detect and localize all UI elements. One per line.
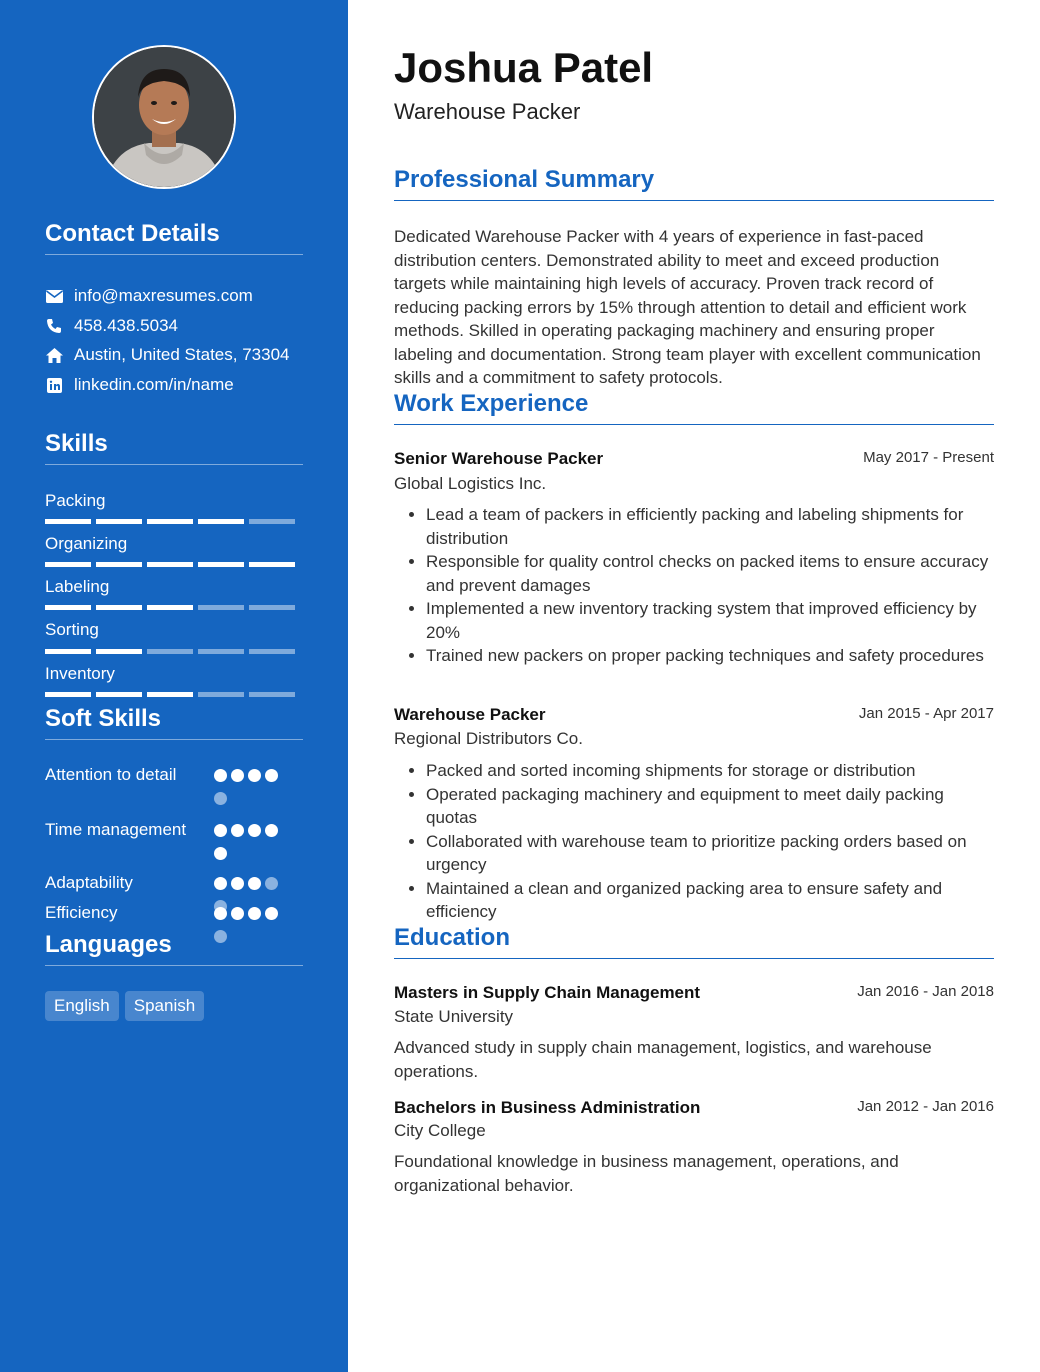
- skill-rating-bar: [45, 649, 295, 654]
- languages-list: [45, 991, 204, 1021]
- rating-dot: [265, 907, 278, 920]
- job-company: Regional Distributors Co.: [394, 729, 583, 748]
- job-company: Global Logistics Inc.: [394, 474, 547, 493]
- school-name: State University: [394, 1007, 514, 1026]
- skill-segment: [45, 649, 91, 654]
- rating-dot: [265, 824, 278, 837]
- skill-rating-bar: [45, 692, 295, 697]
- education-description: Foundational knowledge in business management, operations, and organizational behavior.: [394, 1152, 899, 1195]
- skill-segment: [96, 562, 142, 567]
- rating-dot: [214, 824, 227, 837]
- languages-heading: Languages: [45, 931, 303, 966]
- contact-location-text: Austin, United States, 73304: [74, 345, 290, 364]
- profile-photo: [94, 47, 234, 187]
- skill-rating-bar: [45, 519, 295, 524]
- job-bullets: [394, 503, 994, 668]
- summary-text: Dedicated Warehouse Packer with 4 years of experience in fast-paced distribution centers. Demonstrated ability to meet and exceed production targets while maintaining high levels of accuracy. Proven track record of reducing packing errors by 15% through attention to detail and efficient work methods. Skilled in operating packaging machinery and ensuring proper labeling and documentation. Strong team player with excellent communication skills and a commitment to safety protocols.: [394, 227, 981, 387]
- skill-segment: [198, 692, 244, 697]
- degree-title: Bachelors in Business Administration: [394, 1098, 701, 1117]
- skill-segment: [147, 649, 193, 654]
- skill-name: Labeling: [45, 577, 110, 596]
- envelope-icon: [45, 287, 63, 305]
- rating-dot: [248, 769, 261, 782]
- job-bullet: • Responsible for quality control checks on packed items to ensure accuracy and prevent damages: [426, 550, 994, 597]
- degree-title: Masters in Supply Chain Management: [394, 983, 701, 1002]
- contact-linkedin[interactable]: [45, 374, 234, 396]
- avatar: [92, 45, 236, 189]
- skill-segment: [249, 692, 295, 697]
- skill-segment: [147, 692, 193, 697]
- skill-segment: [198, 605, 244, 610]
- rating-dot: [248, 907, 261, 920]
- job-bullet: • Implemented a new inventory tracking system that improved efficiency by 20%: [426, 597, 994, 644]
- job-bullet: • Packed and sorted incoming shipments for storage or distribution: [426, 759, 994, 783]
- rating-dot: [248, 824, 261, 837]
- skill-segment: [249, 519, 295, 524]
- contact-linkedin-text: linkedin.com/in/name: [74, 375, 234, 394]
- job-bullet: • Lead a team of packers in efficiently packing and labeling shipments for distribution: [426, 503, 994, 550]
- contact-heading: Contact Details: [45, 220, 303, 255]
- rating-dot: [214, 877, 227, 890]
- skill-segment: [96, 519, 142, 524]
- experience-heading: Work Experience: [394, 390, 994, 425]
- soft-skill-name: Attention to detail: [45, 765, 177, 784]
- skill-rating-bar: [45, 562, 295, 567]
- skill-segment: [45, 692, 91, 697]
- job-title: Senior Warehouse Packer: [394, 449, 604, 468]
- candidate-title: Warehouse Packer: [394, 99, 581, 124]
- skill-segment: [45, 562, 91, 567]
- rating-dot: [214, 907, 227, 920]
- candidate-name: Joshua Patel: [394, 44, 654, 91]
- language-tag: Spanish: [125, 991, 204, 1021]
- skill-segment: [198, 519, 244, 524]
- skill-segment: [96, 649, 142, 654]
- rating-dot: [214, 769, 227, 782]
- soft-skill-rating: [214, 824, 294, 860]
- soft-skill-name: Adaptability: [45, 873, 133, 892]
- education-description: Advanced study in supply chain management, logistics, and warehouse operations.: [394, 1038, 932, 1081]
- skill-segment: [96, 605, 142, 610]
- skill-segment: [96, 692, 142, 697]
- contact-location: [45, 344, 289, 366]
- skill-segment: [198, 649, 244, 654]
- summary-heading: Professional Summary: [394, 166, 994, 201]
- rating-dot: [214, 792, 227, 805]
- skill-name: Inventory: [45, 664, 115, 683]
- contact-phone-text: 458.438.5034: [74, 316, 178, 335]
- skill-segment: [147, 605, 193, 610]
- skill-segment: [45, 519, 91, 524]
- sidebar: [0, 0, 348, 1372]
- skill-name: Packing: [45, 491, 106, 510]
- skill-name: Sorting: [45, 620, 99, 639]
- rating-dot: [214, 847, 227, 860]
- job-bullet: • Collaborated with warehouse team to prioritize packing orders based on urgency: [426, 830, 994, 877]
- skill-name: Organizing: [45, 534, 128, 553]
- skill-segment: [198, 562, 244, 567]
- job-title: Warehouse Packer: [394, 705, 546, 724]
- rating-dot: [231, 877, 244, 890]
- skill-segment: [147, 519, 193, 524]
- rating-dot: [248, 877, 261, 890]
- education-heading: Education: [394, 924, 994, 959]
- soft-skills-heading: Soft Skills: [45, 705, 303, 740]
- education-dates: Jan 2016 - Jan 2018: [857, 983, 994, 1000]
- skill-segment: [249, 649, 295, 654]
- job-dates: May 2017 - Present: [863, 449, 994, 466]
- rating-dot: [231, 907, 244, 920]
- linkedin-icon: [45, 376, 63, 394]
- skill-segment: [147, 562, 193, 567]
- contact-email[interactable]: [45, 285, 253, 307]
- home-icon: [45, 346, 63, 364]
- contact-email-text: info@maxresumes.com: [74, 286, 253, 305]
- skill-rating-bar: [45, 605, 295, 610]
- phone-icon: [45, 317, 63, 335]
- education-dates: Jan 2012 - Jan 2016: [857, 1098, 994, 1115]
- job-bullet: • Operated packaging machinery and equipment to meet daily packing quotas: [426, 783, 994, 830]
- skills-heading: Skills: [45, 430, 303, 465]
- job-bullet: • Maintained a clean and organized packing area to ensure safety and efficiency: [426, 877, 994, 924]
- skill-segment: [249, 605, 295, 610]
- rating-dot: [231, 824, 244, 837]
- soft-skill-name: Efficiency: [45, 903, 118, 922]
- soft-skill-name: Time management: [45, 820, 187, 839]
- job-bullet: • Trained new packers on proper packing techniques and safety procedures: [426, 644, 994, 668]
- job-dates: Jan 2015 - Apr 2017: [858, 705, 994, 722]
- rating-dot: [265, 877, 278, 890]
- school-name: City College: [394, 1121, 486, 1140]
- job-bullets: [394, 759, 994, 924]
- rating-dot: [265, 769, 278, 782]
- skill-segment: [249, 562, 295, 567]
- contact-phone[interactable]: [45, 315, 178, 337]
- rating-dot: [231, 769, 244, 782]
- language-tag: English: [45, 991, 119, 1021]
- skill-segment: [45, 605, 91, 610]
- soft-skill-rating: [214, 769, 294, 805]
